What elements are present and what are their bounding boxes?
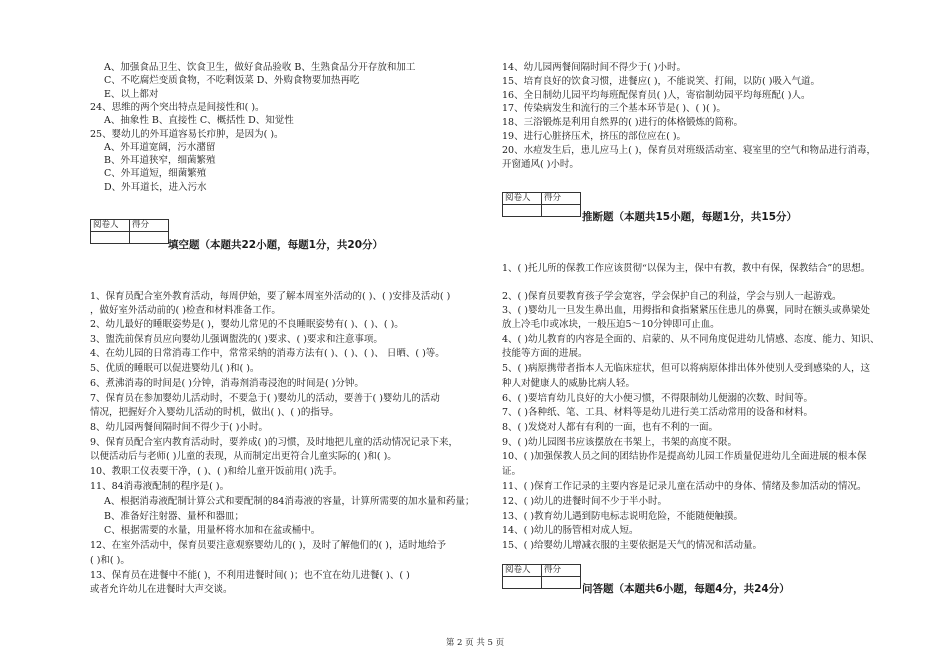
- text-line: 12、在室外活动中，保育员要注意观察婴幼儿的( )，及时了解他们的( )，适时地给予: [90, 540, 446, 551]
- text-line: 放上冷毛巾或冰块，一般压迫5～10分钟即可止血。: [502, 319, 720, 330]
- text-line: 6、( )要培育幼儿良好的大小便习惯，不得限制幼儿便溺的次数、时间等。: [502, 393, 813, 404]
- score-box-judge: [502, 192, 581, 217]
- text-line: 4、在幼儿园的日常消毒工作中，常常采纳的消毒方法有( )、( )、( )、 日晒、( )等。: [90, 348, 445, 359]
- text-line: 18、三浴锻炼是利用自然界的( )进行的体格锻炼的简称。: [502, 117, 744, 129]
- text-line: 5、( )病原携带者指本人无临床症状，但可以将病原体排出体外使别人受到感染的人，这: [502, 363, 870, 374]
- grader-cell: [91, 232, 130, 244]
- text-line: 1、( )托儿所的保教工作应该贯彻“以保为主，保中有教，教中有保，保教结合”的思想。: [502, 263, 871, 274]
- section-title-fill: 填空题（本题共22小题，每题1分，共20分）: [168, 239, 384, 251]
- text-line: 8、幼儿园两餐间隔时间不得少于( )小时。: [90, 422, 268, 433]
- grader-cell: [503, 577, 542, 589]
- text-line: 14、幼儿园两餐间隔时间不得少于( )小时。: [502, 62, 687, 73]
- text-line: 25、婴幼儿的外耳道容易长疖肿，是因为( )。: [90, 128, 284, 140]
- score-cell: [542, 205, 581, 217]
- text-line: 7、保育员在参加婴幼儿活动时，不要急于( )婴幼儿的活动，要善于( )婴幼儿的活动: [90, 393, 440, 404]
- grader-label: 阅卷人: [503, 565, 542, 577]
- text-line: 7、( )各种纸、笔、工具、材料等是幼儿进行美工活动常用的设备和材料。: [502, 407, 813, 418]
- text-line: 11、( )保育工作记录的主要内容是记录儿童在活动中的身体、情绪及参加活动的情况。: [502, 481, 867, 492]
- text-line: 14、( )幼儿的肠管相对成人短。: [502, 525, 639, 536]
- text-line: 13、( )教育幼儿遇到防电标志说明危险，不能随便触摸。: [502, 511, 744, 522]
- text-line: 或者允许幼儿在进餐时大声交谈。: [90, 584, 233, 595]
- text-line: 情况，把握好介入婴幼儿活动的时机，做出( )、( )的指导。: [90, 407, 339, 418]
- text-line: C、不吃腐烂变质食物，不吃剩饭菜 D、外购食物要加热再吃: [104, 75, 360, 87]
- text-line: 11、84消毒液配制的程序是( )。: [90, 481, 230, 492]
- text-line: ，做好室外活动前的( )检查和材料准备工作。: [90, 305, 281, 316]
- page-footer: 第 2 页 共 5 页: [445, 638, 505, 648]
- text-line: 16、全日制幼儿园平均每班配保育员( )人，寄宿制幼园平均每班配( )人。: [502, 89, 811, 101]
- score-cell: [542, 577, 581, 589]
- text-line: 5、优质的睡眠可以促进婴幼儿( )和( )。: [90, 363, 260, 374]
- text-line: 9、保育员配合室内教育活动时，要养成( )的习惯，及时地把儿童的活动情况记录下来，: [90, 437, 458, 448]
- text-line: 19、进行心脏挤压术，挤压的部位应在( )。: [502, 131, 687, 142]
- text-line: 2、幼儿最好的睡眠姿势是( )，婴幼儿常见的不良睡眠姿势有( )、( )、( )。: [90, 319, 404, 330]
- text-line: 12、( )幼儿的进餐时间不少于半小时。: [502, 496, 668, 507]
- score-label: 得分: [542, 193, 581, 205]
- text-line: 2、( )保育员要教育孩子学会宽容，学会保护自己的利益，学会与别人一起游戏。: [502, 291, 842, 302]
- text-line: 8、( )发烧对人都有有利的一面，也有不利的一面。: [502, 422, 718, 433]
- text-line: 13、保育员在进餐中不能( )，不利用进餐时间( )；也不宜在幼儿进餐( )、( ): [90, 570, 410, 581]
- grader-label: 阅卷人: [503, 193, 542, 205]
- section-title-qa: 问答题（本题共6小题，每题4分，共24分）: [582, 583, 790, 595]
- text-line: 种人对健康人的威胁比病人轻。: [502, 378, 636, 389]
- text-line: C、根据需要的水量，用量杯将水加和在盆或桶中。: [104, 525, 321, 536]
- text-line: 开窗通风( )小时。: [502, 158, 579, 170]
- score-box-fill: [90, 219, 169, 244]
- score-label: 得分: [130, 220, 169, 232]
- text-line: 15、培育良好的饮食习惯，进餐应( )，不能说笑、打闹，以防( )吸入气道。: [502, 75, 820, 87]
- text-line: E、以上都对: [104, 88, 159, 100]
- text-line: 24、思维的两个突出特点是间接性和( )。: [90, 101, 265, 113]
- text-line: 20、水痘发生后，患儿应马上( )，保育员对班级活动室、寝室里的空气和物品进行消毒，: [502, 144, 877, 156]
- text-line: 10、( )加强保教人员之间的团结协作是提高幼儿园工作质量促进幼儿全面进展的根本保: [502, 451, 867, 462]
- text-line: 以便活动后与老师( )儿童的表现，从而制定出更符合儿童实际的( )和( )。: [90, 451, 397, 462]
- text-line: B、外耳道狭窄，细菌繁殖: [104, 155, 216, 167]
- text-line: 3、( )婴幼儿一旦发生鼻出血，用拇指和食指紧紧压住患儿的鼻翼，同时在额头或鼻梁处: [502, 305, 870, 316]
- text-line: A、加强食品卫生、饮食卫生，做好食品验收 B、生熟食品分开存放和加工: [104, 62, 416, 73]
- text-line: 6、煮沸消毒的时间是( )分钟，消毒剂消毒浸泡的时间是( )分钟。: [90, 378, 364, 389]
- section-title-judge: 推断题（本题共15小题，每题1分，共15分）: [582, 211, 798, 223]
- text-line: 9、( )幼儿园图书应该摆放在书架上，书架的高度不限。: [502, 437, 737, 448]
- text-line: D、外耳道长，进入污水: [104, 181, 207, 193]
- score-cell: [130, 232, 169, 244]
- text-line: C、外耳道短，细菌繁殖: [104, 168, 207, 180]
- text-line: 3、盥洗前保育员应向婴幼儿强调盥洗的( )要求、( )要求和注意事项。: [90, 334, 383, 345]
- text-line: 17、传染病发生和流行的三个基本环节是( )、( )( )。: [502, 103, 726, 115]
- text-line: 技能等方面的进展。: [502, 348, 588, 359]
- score-box-qa: [502, 564, 581, 589]
- text-line: 1、保育员配合室外教育活动，每周伊始，要了解本周室外活动的( )、( )安排及活动( ): [90, 291, 451, 302]
- text-line: B、准备好注射器、量杯和器皿；: [104, 511, 244, 522]
- text-line: A、根据消毒液配制计算公式和要配制的84消毒液的容量，计算所需要的加水量和药量；: [104, 496, 475, 507]
- text-line: A、外耳道宽阔，污水潴留: [104, 141, 216, 153]
- text-line: 15、( )给婴幼儿增减衣服的主要依据是天气的情况和活动量。: [502, 540, 763, 551]
- text-line: 证。: [502, 466, 522, 477]
- grader-cell: [503, 205, 542, 217]
- grader-label: 阅卷人: [91, 220, 130, 232]
- score-label: 得分: [542, 565, 581, 577]
- text-line: A、抽象性 B、直接性 C、概括性 D、知觉性: [104, 115, 294, 127]
- text-line: ( )和( )。: [90, 555, 130, 566]
- text-line: 4、( )幼儿教育的内容是全面的、启蒙的、从不同角度促进幼儿情感、态度、能力、知识、: [502, 334, 880, 345]
- text-line: 10、教职工仪表要干净，( )、( )和给儿童开饭前用( )洗手。: [90, 466, 343, 477]
